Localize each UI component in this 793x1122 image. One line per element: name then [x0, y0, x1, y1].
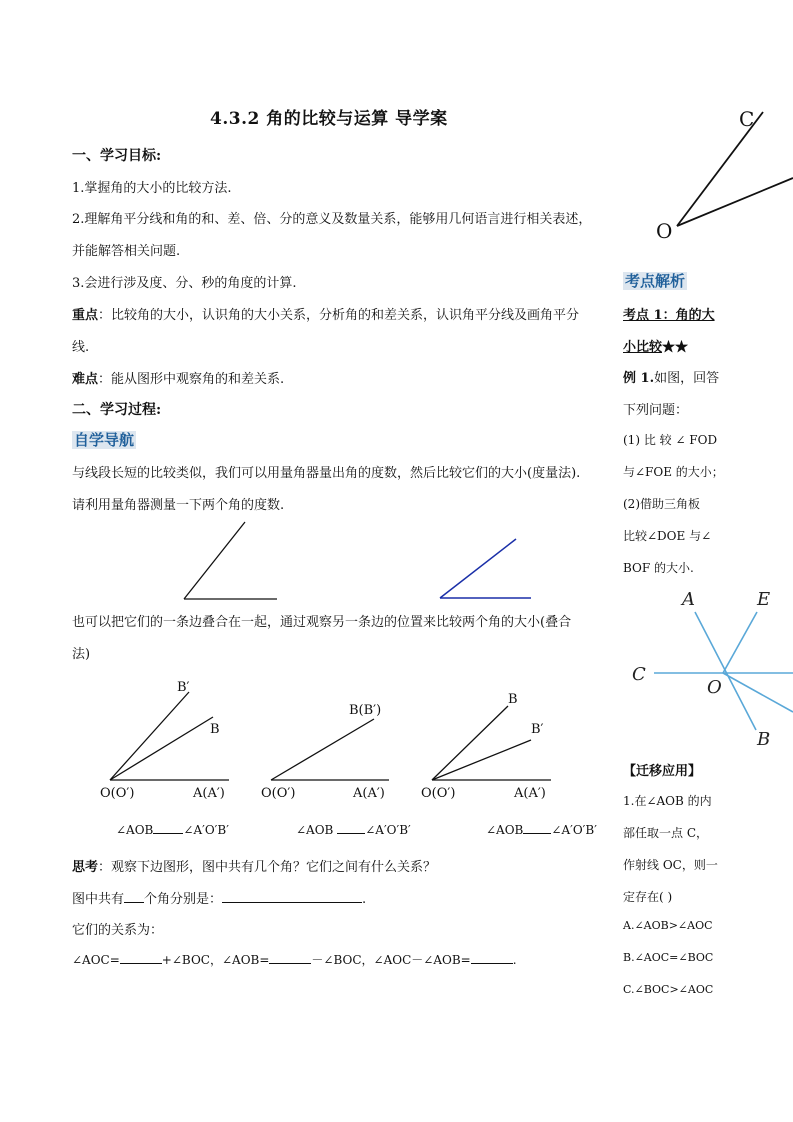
example-1-cont: 下列问题： [623, 403, 689, 418]
example-label: 例 1. [623, 371, 655, 386]
paragraph-overlap-2: 法) [72, 647, 91, 662]
analysis-label: 考点解析 [625, 272, 686, 290]
apply-1b: 部任取一点 C， [623, 826, 708, 840]
cmp2-left: ∠AOB [296, 823, 334, 837]
count-prefix: 图中共有 [72, 892, 125, 907]
apply-1c: 作射线 OC，则一 [623, 858, 718, 872]
label-o-1: O(O′) [100, 786, 135, 801]
question-2a: (2)借助三角板 [623, 497, 700, 511]
cmp2-right: ∠A′O′B′ [365, 823, 411, 837]
apply-1d: 定存在( ) [623, 890, 673, 904]
think-label: 思考 [72, 860, 99, 875]
option-a[interactable]: A.∠AOB>∠AOC [623, 919, 713, 932]
stars-rating: ★★ [662, 340, 689, 355]
option-b[interactable]: B.∠AOC=∠BOC [623, 951, 714, 964]
example-text: 如图，回答 [654, 371, 720, 386]
key-text: ：比较角的大小，认识角的大小关系，分析角的和差关系，认识角平分线及画角平分 [98, 308, 580, 323]
difficulty-label: 难点 [72, 372, 99, 387]
paragraph-overlap: 也可以把它们的一条边叠合在一起，通过观察另一条边的位置来比较两个角的大小(叠合 [72, 615, 572, 630]
page-title: 4.3.2 角的比较与运算 导学案 [210, 109, 448, 129]
cmp3-right: ∠A′O′B′ [551, 823, 597, 837]
cmp3-left: ∠AOB [486, 823, 524, 837]
ray-label-c: C [632, 664, 646, 685]
apply-1a: 1.在∠AOB 的内 [623, 794, 712, 808]
rel-part-1: ∠AOC= [72, 953, 120, 967]
point-1-line1: 考点 1：角的大 [623, 308, 715, 323]
think-text: ：观察下边图形，图中共有几个角？它们之间有什么关系？ [98, 860, 437, 875]
difficulty-text: ：能从图形中观察角的和差关系. [98, 372, 285, 387]
question-2c: BOF 的大小. [623, 561, 694, 575]
question-1b: 与∠FOE 的大小； [623, 465, 724, 479]
label-b-prime-1: B′ [177, 680, 190, 695]
count-mid: 个角分别是： [144, 892, 223, 907]
label-b-1: B [210, 722, 220, 737]
goal-3: 3.会进行涉及度、分、秒的角度的计算. [72, 276, 297, 291]
goal-2a: 2.理解角平分线和角的和、差、倍、分的意义及数量关系，能够用几何语言进行相关表述， [72, 212, 592, 227]
rel-part-3: －∠BOC，∠AOC－∠AOB= [311, 953, 471, 967]
label-b-prime-3: B′ [531, 722, 544, 737]
goal-2b: 并能解答相关问题. [72, 244, 181, 259]
apply-heading: 【迁移应用】 [623, 764, 702, 779]
label-a-1: A(A′) [193, 786, 225, 801]
top-label-c: C [739, 107, 755, 131]
label-o-3: O(O′) [421, 786, 456, 801]
label-b-3: B [508, 692, 518, 707]
paragraph-measure: 与线段长短的比较类似，我们可以用量角器量出角的度数，然后比较它们的大小(度量法). [72, 466, 581, 481]
relation-intro: 它们的关系为： [72, 923, 164, 938]
section-heading-goals: 一、学习目标: [72, 148, 162, 164]
ray-label-o: O [707, 677, 722, 698]
point-1-label: 小比较 [623, 340, 663, 355]
label-a-2: A(A′) [353, 786, 385, 801]
option-c[interactable]: C.∠BOC>∠AOC [623, 983, 714, 996]
key-point-cont: 线. [72, 340, 90, 355]
rel-end: . [512, 953, 517, 967]
count-end: . [362, 892, 367, 907]
ray-label-a: A [682, 589, 695, 610]
ray-label-b: B [757, 729, 771, 750]
self-study-label: 自学导航 [74, 431, 135, 449]
question-2b: 比较∠DOE 与∠ [623, 529, 712, 543]
ray-label-e: E [757, 589, 771, 610]
goal-1: 1.掌握角的大小的比较方法. [72, 181, 232, 196]
paragraph-measure-2: 请利用量角器测量一下两个角的度数. [72, 498, 285, 513]
key-label: 重点 [72, 308, 99, 323]
label-a-3: A(A′) [514, 786, 546, 801]
cmp1-right: ∠A′O′B′ [183, 823, 229, 837]
section-heading-process: 二、学习过程: [72, 402, 162, 418]
rel-part-2: +∠BOC，∠AOB= [161, 953, 270, 967]
top-label-o: O [656, 219, 673, 243]
cmp1-left: ∠AOB [116, 823, 154, 837]
label-b-bprime-2: B(B′) [349, 703, 382, 718]
label-o-2: O(O′) [261, 786, 296, 801]
question-1a: (1) 比 较 ∠ FOD [623, 433, 718, 447]
